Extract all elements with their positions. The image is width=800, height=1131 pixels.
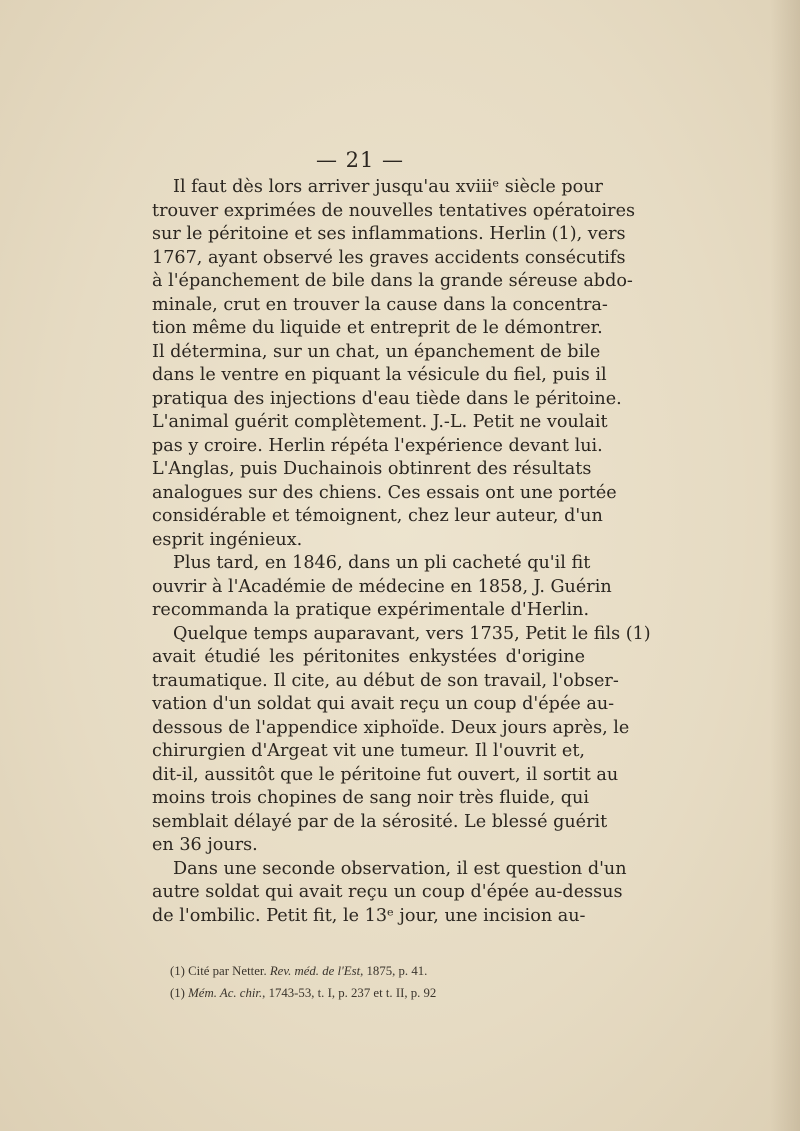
footnote — [170, 960, 600, 982]
footnote-part: , 1743-53, t. I, p. 237 et t. II, p. 92 — [262, 986, 437, 1000]
text-line: 1767, ayant observé les graves accidents consécutifs — [152, 247, 626, 268]
text-line: considérable et témoignent, chez leur auteur, d'un — [152, 506, 603, 526]
text-line: en 36 jours. — [152, 835, 258, 855]
text-line: pas y croire. Herlin répéta l'expérience devant lui. — [152, 435, 603, 456]
text-line: semblait délayé par de la sérosité. Le blessé guérit — [152, 811, 608, 832]
text-line: tion même du liquide et entreprit de le démontrer. — [152, 318, 603, 338]
text-line: L'animal guérit complètement. J.-L. Petit ne voulait — [152, 412, 608, 432]
page-edge-shadow — [770, 0, 800, 1131]
text-line: avait étudié les péritonites enkystées d'origine — [152, 647, 585, 667]
text-line: L'Anglas, puis Duchainois obtinrent des résultats — [152, 459, 592, 479]
footnotes — [170, 960, 600, 1004]
text-line: chirurgien d'Argeat vit une tumeur. Il l'ouvrit et, — [152, 741, 585, 761]
text-line: Il faut dès lors arriver jusqu'au xviiiᵉ siècle pour — [173, 177, 603, 197]
text-line: dans le ventre en piquant la vésicule du fiel, puis il — [152, 365, 607, 385]
text-line: à l'épanchement de bile dans la grande séreuse abdo- — [152, 271, 633, 291]
text-line: Dans une seconde observation, il est question d'un — [173, 858, 627, 879]
text-line: analogues sur des chiens. Ces essais ont une portée — [152, 482, 617, 503]
text-line: vation d'un soldat qui avait reçu un coup d'épée au- — [152, 694, 615, 714]
text-line: Quelque temps auparavant, vers 1735, Petit le fils (1) — [173, 623, 651, 644]
footnote-part: , 1875, p. 41. — [360, 964, 428, 978]
text-line: moins trois chopines de sang noir très fluide, qui — [152, 788, 590, 808]
text-line: dessous de l'appendice xiphoïde. Deux jours après, le — [152, 717, 630, 738]
text-line: sur le péritoine et ses inflammations. Herlin (1), vers — [152, 224, 626, 244]
footnote-part: Rev. méd. de l'Est — [269, 964, 361, 978]
text-line: dit-il, aussitôt que le péritoine fut ouvert, il sortit au — [152, 764, 619, 785]
footnote-part: (1) Cité par Netter. — [170, 964, 270, 978]
body-text — [152, 176, 651, 928]
text-line: Plus tard, en 1846, dans un pli cacheté qu'il fit — [173, 553, 591, 573]
text-line: recommanda la pratique expérimentale d'Herlin. — [152, 600, 590, 620]
text-line: trouver exprimées de nouvelles tentatives opératoires — [152, 200, 636, 221]
text-line: Il détermina, sur un chat, un épanchement de bile — [152, 341, 601, 362]
footnote — [170, 982, 600, 1004]
text-line: pratiqua des injections d'eau tiède dans le péritoine. — [152, 388, 622, 409]
text-line: minale, crut en trouver la cause dans la concentra- — [152, 294, 608, 315]
page-number: — 21 — — [315, 148, 405, 172]
text-line: de l'ombilic. Petit fit, le 13ᵉ jour, une incision au- — [152, 905, 586, 926]
footnote-part: Mém. Ac. chir. — [188, 986, 263, 1000]
text-line: esprit ingénieux. — [152, 529, 303, 550]
text-line: autre soldat qui avait reçu un coup d'épée au-dessus — [152, 882, 623, 902]
text-line: ouvrir à l'Académie de médecine en 1858, J. Guérin — [152, 576, 612, 597]
footnote-part: (1) — [170, 986, 189, 1000]
text-line: traumatique. Il cite, au début de son travail, l'obser- — [152, 670, 619, 691]
